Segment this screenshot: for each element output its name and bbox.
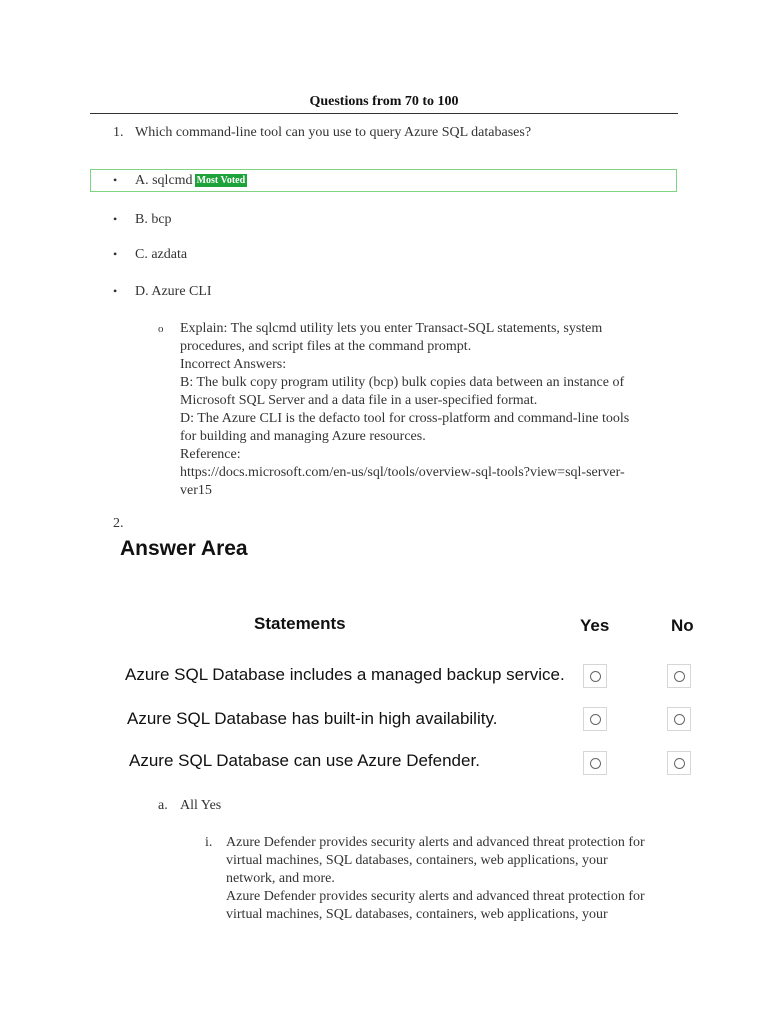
statement-1: Azure SQL Database includes a managed backup service. [125, 665, 565, 684]
question-text: Which command-line tool can you use to query Azure SQL databases? [135, 125, 532, 140]
answer-explanation-line: virtual machines, SQL databases, containers, web applications, your [226, 907, 608, 922]
radio-icon [674, 671, 685, 682]
roman-label: i. [205, 835, 213, 850]
radio-icon [590, 758, 601, 769]
explanation-line: for building and managing Azure resources. [180, 429, 426, 444]
answer-explanation-line: virtual machines, SQL databases, containers, web applications, your [226, 853, 608, 868]
bullet-icon: • [113, 173, 118, 187]
radio-icon [590, 714, 601, 725]
statement-2: Azure SQL Database has built-in high availability. [127, 709, 498, 728]
explanation-line: B: The bulk copy program utility (bcp) bulk copies data between an instance of [180, 375, 625, 390]
radio-icon [674, 714, 685, 725]
reference-link[interactable]: https://docs.microsoft.com/en-us/sql/tools/overview-sql-tools?view=sql-server- [180, 465, 625, 480]
statements-header: Statements [254, 614, 346, 633]
answer-explanation-line: Azure Defender provides security alerts and advanced threat protection for [226, 889, 645, 904]
yes-radio-2[interactable] [583, 707, 607, 731]
page-title: Questions from 70 to 100 [309, 94, 459, 109]
explanation-line: Incorrect Answers: [180, 357, 287, 372]
question-1 [113, 125, 531, 141]
no-radio-1[interactable] [667, 664, 691, 688]
radio-icon [674, 758, 685, 769]
answer-area-title: Answer Area [120, 537, 248, 560]
no-header: No [671, 616, 694, 635]
bullet-icon: • [113, 212, 118, 226]
no-radio-3[interactable] [667, 751, 691, 775]
answer-label: a. [158, 798, 168, 813]
option-label: B. bcp [135, 212, 172, 227]
explanation-line: procedures, and script files at the command prompt. [180, 339, 472, 354]
bullet-icon: • [113, 284, 118, 298]
answer-option [158, 798, 221, 814]
answer-explanation-line: Azure Defender provides security alerts and advanced threat protection for [226, 835, 645, 850]
answer-explanation-line: network, and more. [226, 871, 335, 886]
option-c[interactable] [113, 247, 187, 263]
option-label: A. sqlcmd [135, 173, 193, 188]
explanation-line: D: The Azure CLI is the defacto tool for cross-platform and command-line tools [180, 411, 630, 426]
answer-text: All Yes [180, 798, 222, 813]
yes-header: Yes [580, 616, 610, 635]
option-d[interactable] [113, 284, 212, 300]
statement-3: Azure SQL Database can use Azure Defender. [129, 751, 480, 770]
explanation-line: Reference: [180, 447, 241, 462]
no-radio-2[interactable] [667, 707, 691, 731]
question-number: 1. [113, 125, 124, 140]
title-divider [90, 113, 678, 114]
answer-explanation [205, 834, 685, 924]
option-b[interactable] [113, 212, 172, 228]
option-label: D. Azure CLI [135, 284, 212, 299]
most-voted-badge: Most Voted [196, 175, 246, 186]
option-label: C. azdata [135, 247, 188, 262]
reference-link-cont[interactable]: ver15 [180, 483, 212, 498]
radio-icon [590, 671, 601, 682]
yes-radio-1[interactable] [583, 664, 607, 688]
circle-bullet-icon: o [158, 323, 164, 335]
explanation-line: Explain: The sqlcmd utility lets you enter Transact-SQL statements, system [180, 321, 603, 336]
explanation-line: Microsoft SQL Server and a data file in a user-specified format. [180, 393, 538, 408]
yes-radio-3[interactable] [583, 751, 607, 775]
explanation [158, 320, 668, 500]
option-a[interactable] [113, 173, 247, 189]
question-2-number: 2. [113, 516, 124, 531]
bullet-icon: • [113, 247, 118, 261]
